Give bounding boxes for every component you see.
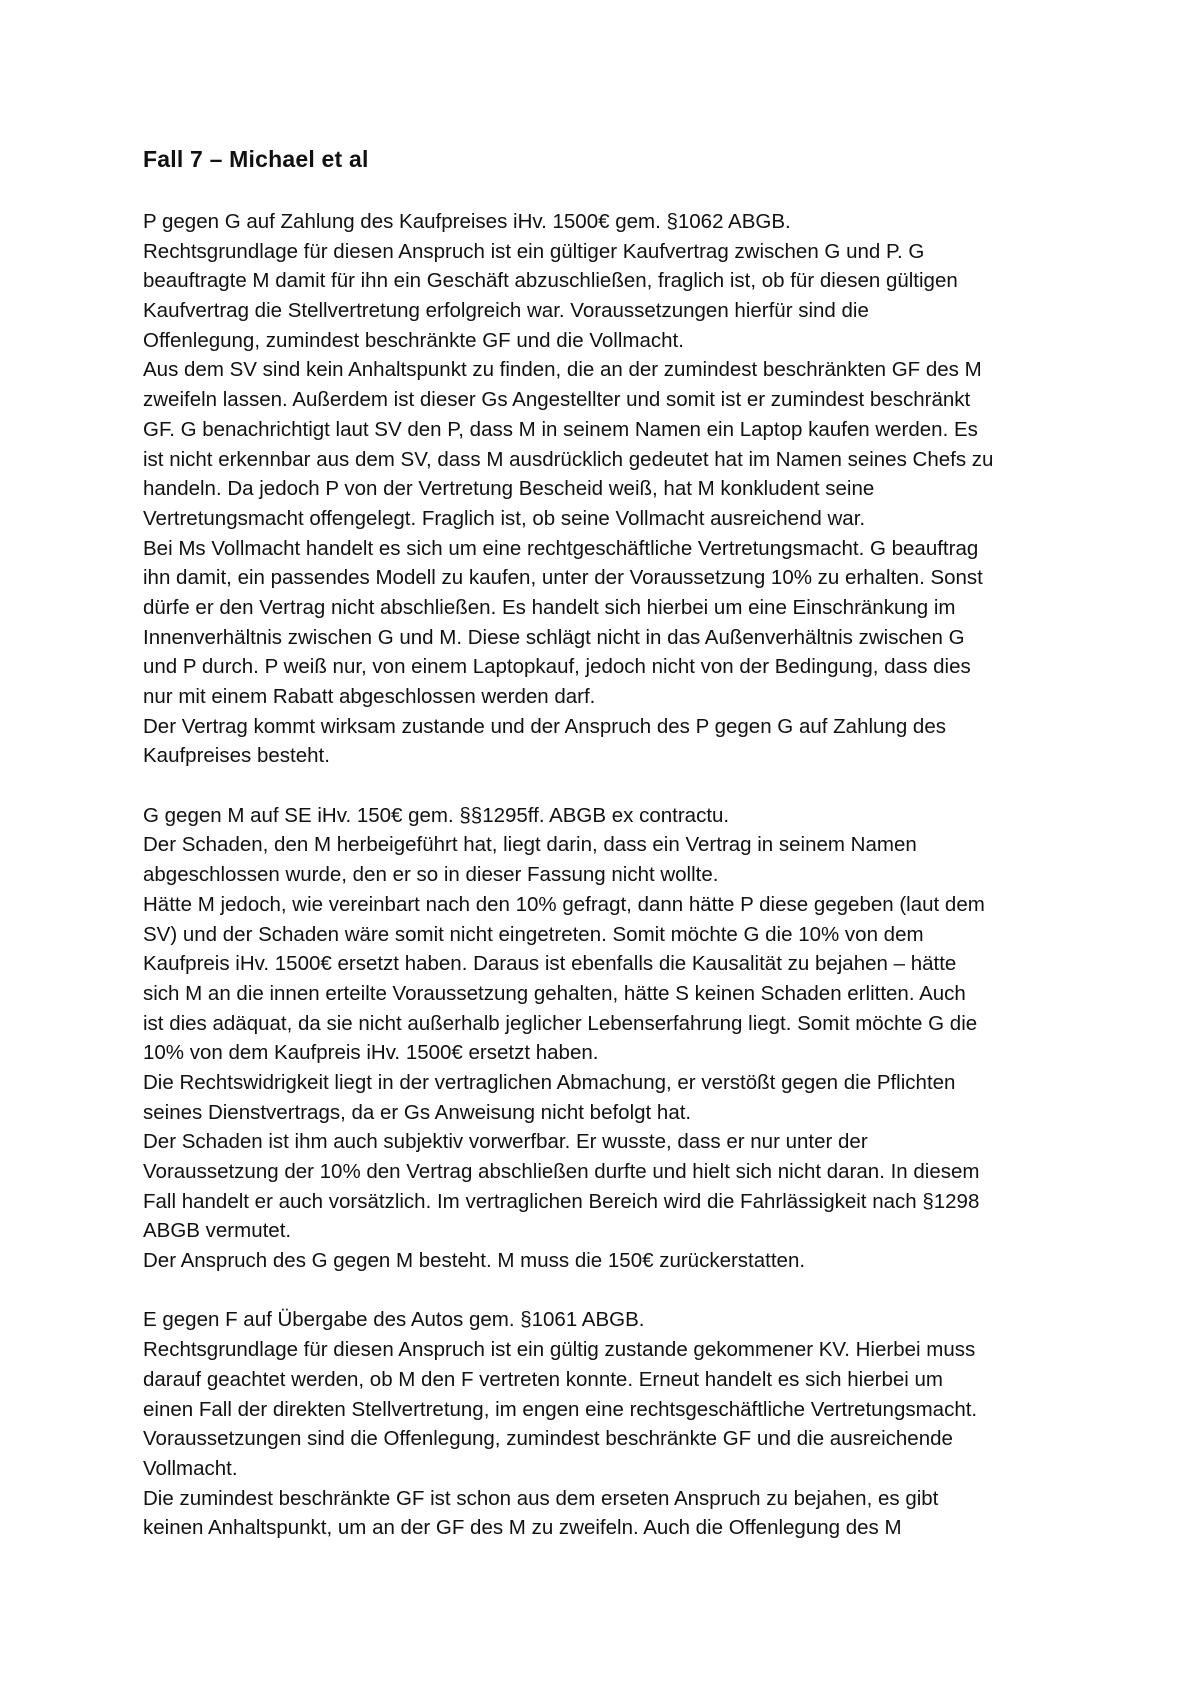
- text-line: nur mit einem Rabatt abgeschlossen werden darf.: [143, 685, 596, 708]
- text-line: Voraussetzung der 10% den Vertrag abschließen durfte und hielt sich nicht daran. In diesem: [143, 1160, 980, 1183]
- text-line: E gegen F auf Übergabe des Autos gem. §1061 ABGB.: [143, 1308, 645, 1332]
- text-line: Bei Ms Vollmacht handelt es sich um eine rechtgeschäftliche Vertretungsmacht. G beauftrag: [143, 536, 979, 560]
- text-line: ihn damit, ein passendes Modell zu kaufen, unter der Voraussetzung 10% zu erhalten. Sonst: [143, 566, 983, 590]
- text-line: Hätte M jedoch, wie vereinbart nach den 10% gefragt, dann hätte P diese gegeben (laut dem: [143, 892, 985, 916]
- text-line: Fall handelt er auch vorsätzlich. Im vertraglichen Bereich wird die Fahrlässigkeit nach §1298: [143, 1189, 980, 1213]
- text-line: Die Rechtswidrigkeit liegt in der vertraglichen Abmachung, er verstößt gegen die Pflichten: [143, 1070, 956, 1094]
- text-line: Kaufvertrag die Stellvertretung erfolgreich war. Voraussetzungen hierfür sind die: [143, 299, 869, 323]
- text-line: Voraussetzungen sind die Offenlegung, zumindest beschränkte GF und die ausreichende: [143, 1427, 953, 1451]
- text-line: Innenverhältnis zwischen G und M. Diese schlägt nicht in das Außenverhältnis zwischen G: [143, 625, 965, 649]
- text-line: Offenlegung, zumindest beschränkte GF und die Vollmacht.: [143, 328, 684, 352]
- text-line: zweifeln lassen. Außerdem ist dieser Gs Angestellter und somit ist er zumindest beschränkt: [143, 388, 971, 412]
- text-line: ABGB vermutet.: [143, 1219, 292, 1243]
- text-line: GF. G benachrichtigt laut SV den P, dass M in seinem Namen ein Laptop kaufen werden. Es: [143, 417, 978, 441]
- text-line: keinen Anhaltspunkt, um an der GF des M zu zweifeln. Auch die Offenlegung des M: [143, 1516, 902, 1540]
- text-line: G gegen M auf SE iHv. 150€ gem. §§1295ff. ABGB ex contractu.: [143, 803, 730, 827]
- text-line: Der Schaden, den M herbeigeführt hat, liegt darin, dass ein Vertrag in seinem Namen: [143, 833, 917, 857]
- text-line: Kaufpreis iHv. 1500€ ersetzt haben. Daraus ist ebenfalls die Kausalität zu bejahen – hätte: [143, 952, 957, 976]
- text-line: SV) und der Schaden wäre somit nicht eingetreten. Somit möchte G die 10% von dem: [143, 922, 924, 946]
- text-line: Rechtsgrundlage für diesen Anspruch ist ein gültig zustande gekommener KV. Hierbei muss: [143, 1338, 976, 1362]
- text-line: seines Dienstvertrags, da er Gs Anweisung nicht befolgt hat.: [143, 1100, 692, 1124]
- text-line: Rechtsgrundlage für diesen Anspruch ist ein gültiger Kaufvertrag zwischen G und P. G: [143, 239, 925, 263]
- text-line: und P durch. P weiß nur, von einem Laptopkauf, jedoch nicht von der Bedingung, dass dies: [143, 655, 971, 679]
- text-line: Die zumindest beschränkte GF ist schon aus dem erseten Anspruch zu bejahen, es gibt: [143, 1486, 939, 1510]
- text-line: sich M an die innen erteilte Voraussetzung gehalten, hätte S keinen Schaden erlitten. Auch: [143, 981, 966, 1005]
- text-line: 10% von dem Kaufpreis iHv. 1500€ ersetzt haben.: [143, 1041, 599, 1065]
- text-line: darauf geachtet werden, ob M den F vertreten konnte. Erneut handelt es sich hierbei um: [143, 1367, 943, 1391]
- text-line: Der Schaden ist ihm auch subjektiv vorwerfbar. Er wusste, dass er nur unter der: [143, 1130, 868, 1154]
- text-line: Kaufpreises besteht.: [143, 744, 330, 768]
- text-line: handeln. Da jedoch P von der Vertretung Bescheid weiß, hat M konkludent seine: [143, 477, 875, 501]
- text-line: Der Anspruch des G gegen M besteht. M muss die 150€ zurückerstatten.: [143, 1249, 806, 1273]
- text-line: ist nicht erkennbar aus dem SV, dass M ausdrücklich gedeutet hat im Namen seines Chefs zu: [143, 447, 994, 471]
- document-body: [143, 207, 1093, 1543]
- text-line: einen Fall der direkten Stellvertretung, im engen eine rechtsgeschäftliche Vertretungsmacht.: [143, 1397, 978, 1421]
- text-line: Der Vertrag kommt wirksam zustande und der Anspruch des P gegen G auf Zahlung des: [143, 714, 946, 738]
- text-line: dürfe er den Vertrag nicht abschließen. Es handelt sich hierbei um eine Einschränkung im: [143, 595, 956, 619]
- text-line: Aus dem SV sind kein Anhaltspunkt zu finden, die an der zumindest beschränkten GF des M: [143, 358, 982, 382]
- text-line: beauftragte M damit für ihn ein Geschäft abzuschließen, fraglich ist, ob für diesen gültigen: [143, 269, 958, 293]
- text-line: ist dies adäquat, da sie nicht außerhalb jeglicher Lebenserfahrung liegt. Somit möchte G die: [143, 1011, 978, 1035]
- text-line: Vertretungsmacht offengelegt. Fraglich ist, ob seine Vollmacht ausreichend war.: [143, 506, 866, 530]
- text-line: Vollmacht.: [143, 1456, 238, 1480]
- paragraph-gap: [143, 771, 1093, 801]
- paragraph-gap: [143, 1276, 1093, 1306]
- text-line: abgeschlossen wurde, den er so in dieser Fassung nicht wollte.: [143, 863, 719, 887]
- document-title: Fall 7 – Michael et al: [143, 146, 369, 172]
- text-line: P gegen G auf Zahlung des Kaufpreises iHv. 1500€ gem. §1062 ABGB.: [143, 210, 791, 233]
